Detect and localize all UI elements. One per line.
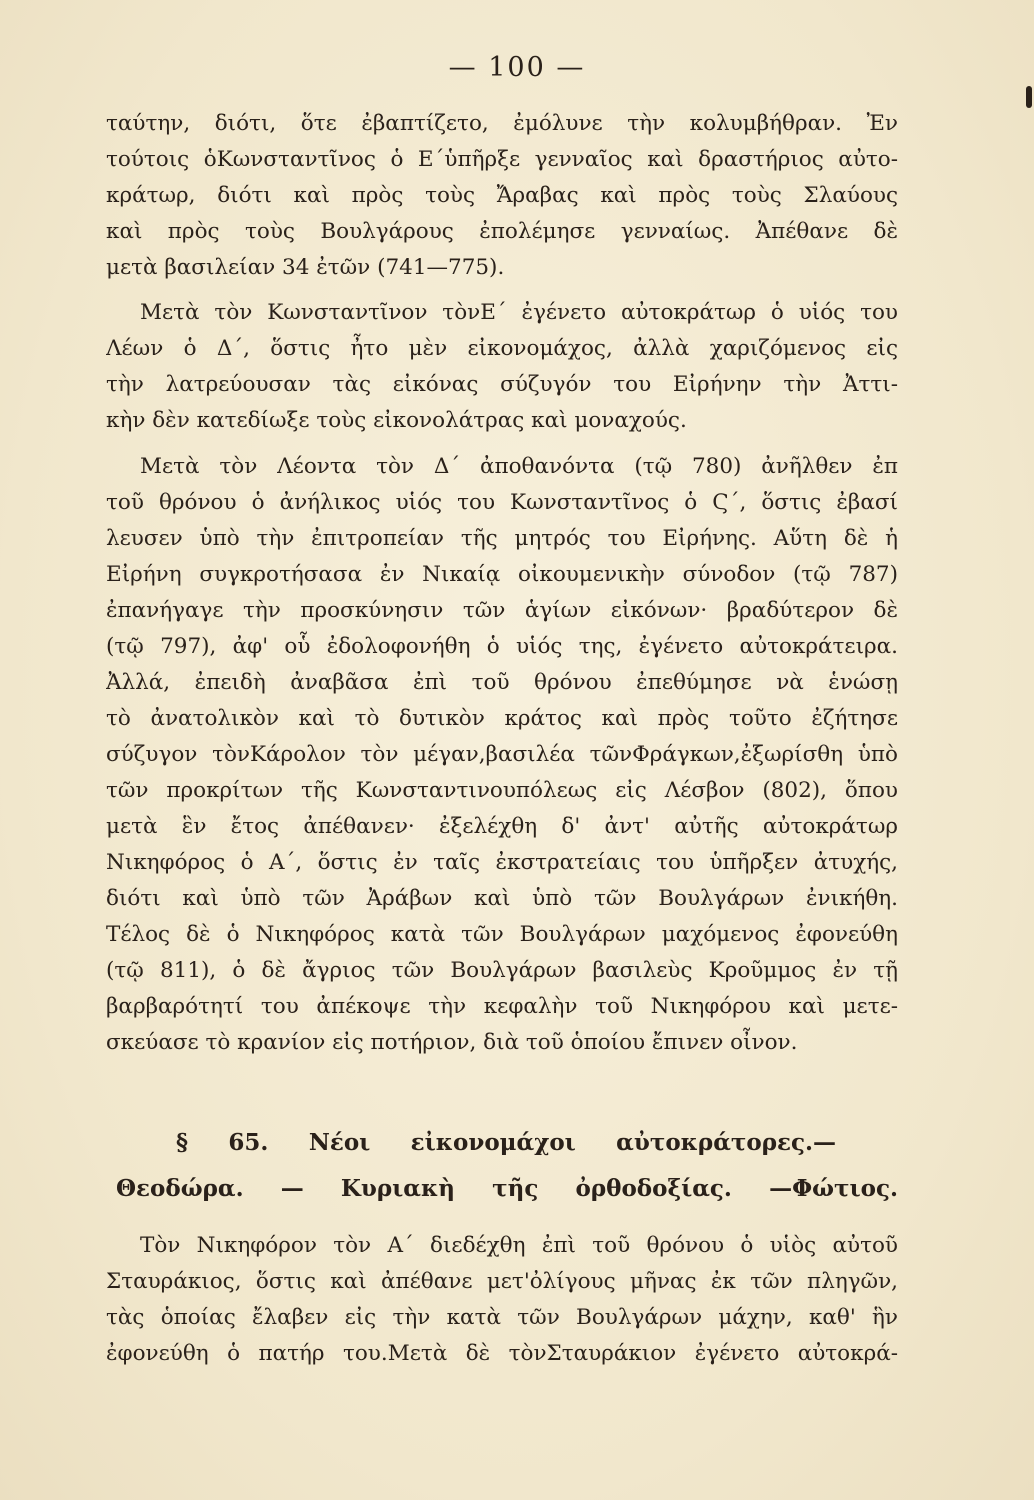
margin-ink-mark bbox=[1026, 86, 1032, 108]
paragraph-2 bbox=[106, 295, 898, 439]
text-line: τὴν λατρεύουσαν τὰς εἰκόνας σύζυγόν του Εἰρήνην τὴν Ἀττι- bbox=[106, 372, 898, 397]
text-line: Ἀλλά, ἐπειδὴ ἀναβᾶσα ἐπὶ τοῦ θρόνου ἐπεθύμησε νὰ ἑνώσῃ bbox=[106, 670, 898, 695]
section-heading-line-1 bbox=[176, 1120, 836, 1166]
text-line: (τῷ 797), ἀφ' οὗ ἐδολοφονήθη ὁ υἱός της, ἐγένετο αὐτοκράτειρα. bbox=[106, 634, 898, 659]
text-line: ἐφονεύθη ὁ πατήρ του.Μετὰ δὲ τὸνΣταυράκιον ἐγένετο αὐτοκρά- bbox=[106, 1341, 898, 1366]
page-number: — 100 — bbox=[448, 52, 586, 83]
paragraph-4 bbox=[106, 1228, 898, 1372]
text-line: κὴν δὲν κατεδίωξε τοὺς εἰκονολάτρας καὶ μοναχούς. bbox=[106, 408, 687, 433]
text-line: μετὰ βασιλείαν 34 ἐτῶν (741—775). bbox=[106, 255, 505, 280]
text-line: Τέλος δὲ ὁ Νικηφόρος κατὰ τῶν Βουλγάρων μαχόμενος ἐφονεύθη bbox=[106, 922, 898, 947]
paragraph-3 bbox=[106, 449, 898, 1061]
paragraph-1 bbox=[106, 106, 898, 286]
text-line: Λέων ὁ Δ΄, ὅστις ἦτο μὲν εἰκονομάχος, ἀλλὰ χαριζόμενος εἰς bbox=[106, 336, 898, 361]
text-line: (τῷ 811), ὁ δὲ ἄγριος τῶν Βουλγάρων βασιλεὺς Κροῦμμος ἐν τῇ bbox=[106, 958, 898, 983]
text-line: Σταυράκιος, ὅστις καὶ ἀπέθανε μετ'ὀλίγους μῆνας ἐκ τῶν πληγῶν, bbox=[106, 1269, 898, 1294]
text-line: ταύτην, διότι, ὅτε ἐβαπτίζετο, ἐμόλυνε τὴν κολυμβήθραν. Ἐν bbox=[106, 111, 898, 136]
text-line: τούτοις ὁΚωνσταντῖνος ὁ Ε΄ὑπῆρξε γενναῖος καὶ δραστήριος αὐτο- bbox=[106, 147, 898, 172]
heading-text: Θεοδώρα. — Κυριακὴ τῆς ὀρθοδοξίας. —Φώτιος. bbox=[116, 1175, 898, 1202]
text-line: διότι καὶ ὑπὸ τῶν Ἀράβων καὶ ὑπὸ τῶν Βουλγάρων ἐνικήθη. bbox=[106, 886, 898, 911]
text-line: Μετὰ τὸν Κωνσταντῖνον τὸνΕ΄ ἐγένετο αὐτοκράτωρ ὁ υἱός του bbox=[140, 300, 898, 325]
text-line: Μετὰ τὸν Λέοντα τὸν Δ΄ ἀποθανόντα (τῷ 780) ἀνῆλθεν ἐπ bbox=[140, 454, 898, 479]
text-line: καὶ πρὸς τοὺς Βουλγάρους ἐπολέμησε γενναίως. Ἀπέθανε δὲ bbox=[106, 219, 898, 244]
text-line: τὸ ἀνατολικὸν καὶ τὸ δυτικὸν κράτος καὶ πρὸς τοῦτο ἐζήτησε bbox=[106, 706, 898, 731]
heading-text: § 65. Νέοι εἰκονομάχοι αὐτοκράτορες.— bbox=[176, 1129, 836, 1156]
text-line: μετὰ ἓν ἔτος ἀπέθανεν· ἐξελέχθη δ' ἀντ' αὐτῆς αὐτοκράτωρ bbox=[106, 814, 898, 839]
text-line: Εἰρήνη συγκροτήσασα ἐν Νικαίᾳ οἰκουμενικὴν σύνοδον (τῷ 787) bbox=[106, 562, 898, 587]
text-line: σκεύασε τὸ κρανίον εἰς ποτήριον, διὰ τοῦ ὁποίου ἔπινεν οἶνον. bbox=[106, 1030, 798, 1055]
section-heading-line-2 bbox=[116, 1166, 898, 1212]
text-line: βαρβαρότητί του ἀπέκοψε τὴν κεφαλὴν τοῦ Νικηφόρου καὶ μετε- bbox=[106, 994, 898, 1019]
text-line: Τὸν Νικηφόρον τὸν Α΄ διεδέχθη ἐπὶ τοῦ θρόνου ὁ υἱὸς αὐτοῦ bbox=[140, 1233, 898, 1258]
text-line: τοῦ θρόνου ὁ ἀνήλικος υἱός του Κωνσταντῖνος ὁ Ϛ΄, ὅστις ἐβασί bbox=[106, 490, 898, 515]
text-line: τὰς ὁποίας ἔλαβεν εἰς τὴν κατὰ τῶν Βουλγάρων μάχην, καθ' ἣν bbox=[106, 1305, 898, 1330]
text-line: τῶν προκρίτων τῆς Κωνσταντινουπόλεως εἰς Λέσβον (802), ὅπου bbox=[106, 778, 898, 803]
text-line: Νικηφόρος ὁ Α΄, ὅστις ἐν ταῖς ἐκστρατείαις του ὑπῆρξεν ἀτυχής, bbox=[106, 850, 898, 875]
text-line: λευσεν ὑπὸ τὴν ἐπιτροπείαν τῆς μητρός του Εἰρήνης. Αὕτη δὲ ἡ bbox=[106, 526, 898, 551]
text-line: κράτωρ, διότι καὶ πρὸς τοὺς Ἄραβας καὶ πρὸς τοὺς Σλαύους bbox=[106, 183, 898, 208]
text-line: ἐπανήγαγε τὴν προσκύνησιν τῶν ἁγίων εἰκόνων· βραδύτερον δὲ bbox=[106, 598, 898, 623]
text-line: σύζυγον τὸνΚάρολον τὸν μέγαν,βασιλέα τῶνΦράγκων,ἐξωρίσθη ὑπὸ bbox=[106, 742, 898, 767]
